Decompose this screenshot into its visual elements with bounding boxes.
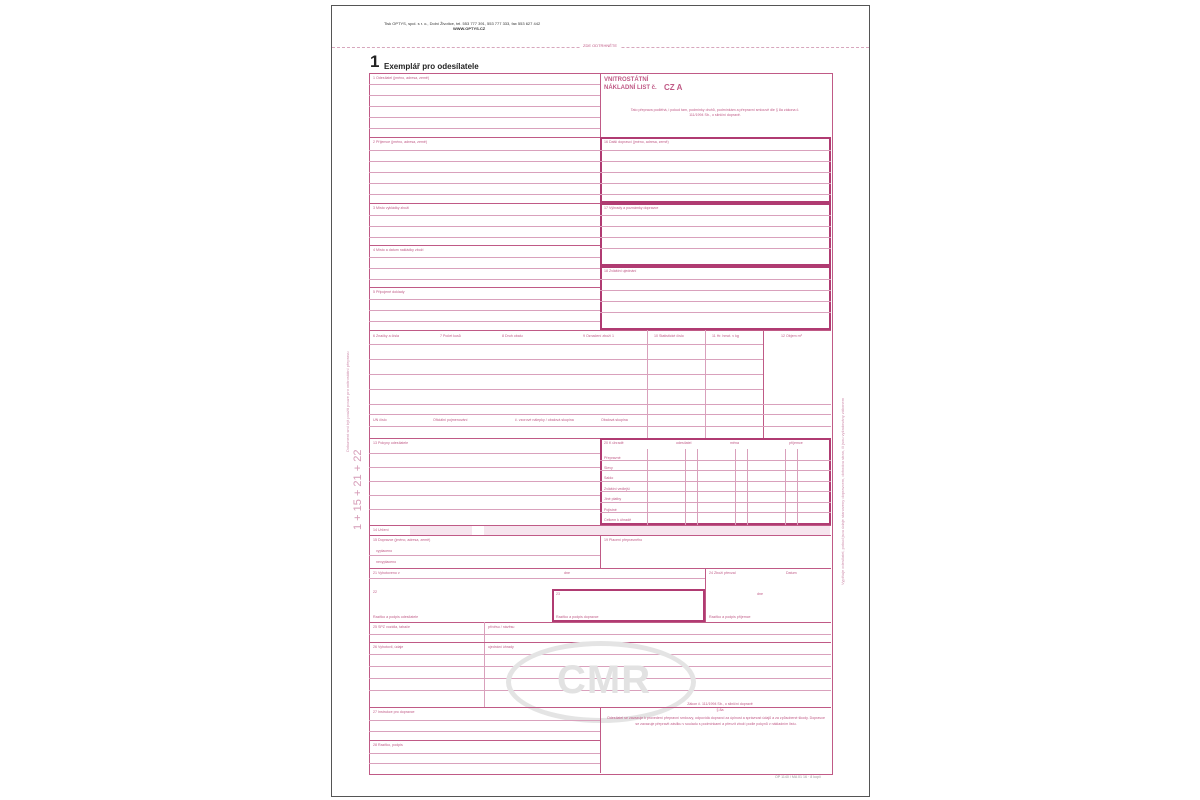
line — [600, 248, 831, 249]
line — [369, 426, 831, 427]
prepaid-label: vyplaceno — [376, 549, 393, 553]
carrier-sign-label: Razítko a podpis dopravce — [556, 615, 599, 619]
line — [369, 453, 600, 454]
sender-sign-label: Razítko a podpis odesílatele — [373, 615, 419, 619]
copy-name: Exemplář pro odesílatele — [384, 62, 479, 71]
publisher-line-1: Tisk OPTYS, spol. s r. o., Dolní Životice, tel. 553 777 391, 553 777 333, fax 553 627 442 — [384, 21, 541, 26]
copy-number: 1 — [370, 52, 380, 71]
line — [600, 491, 831, 492]
line — [600, 215, 831, 216]
line — [369, 310, 600, 311]
line — [600, 301, 831, 302]
un-number-label: UN číslo — [373, 418, 387, 422]
line — [600, 512, 831, 513]
hazard-label: Obalová skupina — [601, 418, 628, 422]
line — [369, 84, 600, 85]
receiver-sign-label: Razítko a podpis příjemce — [709, 615, 751, 619]
line — [369, 137, 600, 138]
line — [369, 128, 600, 129]
line — [369, 330, 831, 331]
field-9-label: 9 Označení zboží 1 — [583, 334, 614, 338]
line — [600, 290, 831, 291]
line — [369, 106, 600, 107]
line — [600, 161, 831, 162]
line — [369, 150, 600, 151]
divider — [763, 330, 764, 438]
footer-code: OP 1140 / MA 01 16 · 8 kopií — [775, 775, 821, 779]
packing-label: č. vzorové nálepky / obalová skupina — [515, 418, 574, 422]
side-left-note: Dokument smí být použit pouze pro vnitrostátní přepravu — [345, 351, 350, 452]
field-28-label: 28 Razítko, podpis — [373, 743, 403, 747]
line — [369, 203, 600, 204]
form-title-line1: VNITROSTÁTNÍ — [604, 77, 649, 83]
divider — [705, 568, 706, 622]
field-15-label: 15 Dopravce (jméno, adresa, země) — [373, 538, 431, 542]
field-21-date-label: dne — [564, 571, 570, 575]
line — [369, 763, 600, 764]
form-code: CZ A — [664, 83, 683, 92]
line — [369, 753, 600, 754]
field-23-label: 23 — [556, 592, 560, 596]
field-13-label: 13 Pokyny odesílatele — [373, 441, 409, 445]
field-14-label: 14 Určení — [373, 528, 389, 532]
field-25-label: 25 SPZ vozidla, tahače — [373, 625, 410, 629]
line — [369, 731, 600, 732]
field-11-label: 11 Hr. hmot. v kg — [712, 334, 739, 338]
line — [369, 509, 600, 510]
legal-line-1: Zákon č. 111/1994 Sb., o silniční dopravě — [687, 702, 753, 706]
field-21-label: 21 Vyhotoveno v — [373, 571, 400, 575]
line — [369, 95, 600, 96]
divider — [600, 535, 601, 568]
publisher-website: WWW.OPTYS.CZ — [453, 26, 486, 31]
line — [369, 183, 600, 184]
line — [600, 150, 831, 151]
line — [600, 183, 831, 184]
line — [600, 460, 831, 461]
field-17-label: 17 Výhrady a poznámky dopravce — [604, 206, 659, 210]
line — [600, 226, 831, 227]
charges-header-0: 20 K úhradě — [604, 441, 624, 445]
field-8-label: 8 Druh obalu — [502, 334, 523, 338]
line — [369, 495, 600, 496]
header-note: Tato přeprava podléhá, i pokud tam, podmínky druhů, podmínkám a přepravní smlouvě dle § 8a zákona č. 111/1994 Sb., o silniční dopravě. — [630, 108, 800, 117]
line — [369, 568, 831, 569]
charge-row-6: Celkem k úhradě — [604, 518, 632, 522]
field-25-trailer-label: přívěsu / návěsu — [488, 625, 515, 629]
line — [600, 481, 831, 482]
legal-body: Odesílatel se zavazuje k provedení přepravní smlouvy, odpovídá dopravci za úplnost a správnost údajů a za způsobené škody. Dopravce se zavazuje přepravit zásilku v souladu s podmínkami a převzít zboží podle pokynů v nákladním listu. — [606, 716, 825, 726]
line — [369, 578, 705, 579]
line — [369, 374, 763, 375]
field-12-label: 12 Objem m³ — [781, 334, 802, 338]
line — [369, 740, 600, 741]
charge-row-0: Přepravné — [604, 456, 621, 460]
line — [600, 172, 831, 173]
line — [600, 237, 831, 238]
line — [369, 237, 600, 238]
field-4-label: 4 Místo a datum nakládky zboží — [373, 248, 424, 252]
line — [369, 414, 831, 415]
field-10-label: 10 Statistické číslo — [654, 334, 684, 338]
charge-row-4: Jiné platby — [604, 497, 622, 501]
side-left-numbers: 1 + 15 + 21 + 22 — [352, 449, 364, 530]
line — [600, 194, 831, 195]
legal-line-2: § 8a — [716, 708, 724, 712]
line — [369, 215, 600, 216]
official-name-label: Oficiální pojmenování — [433, 418, 468, 422]
line — [369, 245, 600, 246]
line — [369, 279, 600, 280]
charge-row-2: Saldo — [604, 476, 614, 480]
tear-off-label: ZDE ODTRHNĚTE — [580, 43, 620, 48]
line — [369, 257, 600, 258]
line — [369, 622, 831, 623]
line — [369, 555, 600, 556]
field-1-label: 1 Odesílatel (jméno, adresa, země) — [373, 76, 430, 80]
field-5-label: 5 Připojené doklady — [373, 290, 405, 294]
field-3-label: 3 Místo vykládky zboží — [373, 206, 410, 210]
field-19-label: 19 Placení přepravného — [604, 538, 643, 542]
line — [369, 226, 600, 227]
line — [369, 481, 600, 482]
line — [369, 268, 600, 269]
field-2-label: 2 Příjemce (jméno, adresa, země) — [373, 140, 428, 144]
divider — [647, 330, 648, 438]
field-16-label: 16 Další dopravci (jméno, adresa, země) — [604, 140, 669, 144]
charge-row-5: Pojistné — [604, 508, 617, 512]
line — [369, 634, 831, 635]
line — [600, 470, 831, 471]
line — [600, 279, 831, 280]
field-6-label: 6 Značky a čísla — [373, 334, 399, 338]
line — [369, 389, 763, 390]
field-7-label: 7 Počet kusů — [440, 334, 461, 338]
field-24-label: 24 Zboží převzal — [709, 571, 736, 575]
line — [369, 404, 831, 405]
line — [369, 287, 600, 288]
line — [369, 161, 600, 162]
charge-row-1: Slevy — [604, 466, 613, 470]
line — [600, 312, 831, 313]
cmr-watermark-text: CMR — [557, 658, 652, 702]
line — [600, 502, 831, 503]
charge-row-3: Zvláštní vedlejší — [604, 487, 630, 491]
line — [369, 467, 600, 468]
line — [369, 344, 763, 345]
field-18-label: 18 Zvláštní ujednání — [604, 269, 637, 273]
side-right-note: Vyplňuje odesílatel, pokud jsou údaje stanoveny dopravcem, dohodou stran, či jsou vyžadovány zákonem — [840, 397, 845, 585]
field-27-label: 27 Instrukce pro dopravce — [373, 710, 415, 714]
charges-header-3: příjemce — [789, 441, 803, 445]
field-26-payment-label: ujednání úhrady — [488, 645, 514, 649]
divider — [705, 330, 706, 438]
form-title-line2: NÁKLADNÍ LIST č. — [604, 85, 657, 91]
line — [369, 359, 763, 360]
field-18-box — [600, 266, 831, 330]
line — [369, 117, 600, 118]
line — [369, 172, 600, 173]
charges-header-1: odesílatel — [676, 441, 692, 445]
field-14-gap — [472, 526, 484, 535]
divider — [600, 707, 601, 773]
line — [369, 299, 600, 300]
unpaid-label: nevyplaceno — [376, 560, 397, 564]
field-24-date-label: Datum — [786, 571, 797, 575]
line — [369, 321, 600, 322]
field-24-day-label: dne — [757, 592, 763, 596]
field-22-label: 22 — [373, 590, 377, 594]
charges-header-2: měna — [730, 441, 739, 445]
line — [369, 720, 600, 721]
line — [369, 194, 600, 195]
field-26-label: 26 Vyhotovil, údaje — [373, 645, 404, 649]
field-17-box — [600, 203, 831, 266]
